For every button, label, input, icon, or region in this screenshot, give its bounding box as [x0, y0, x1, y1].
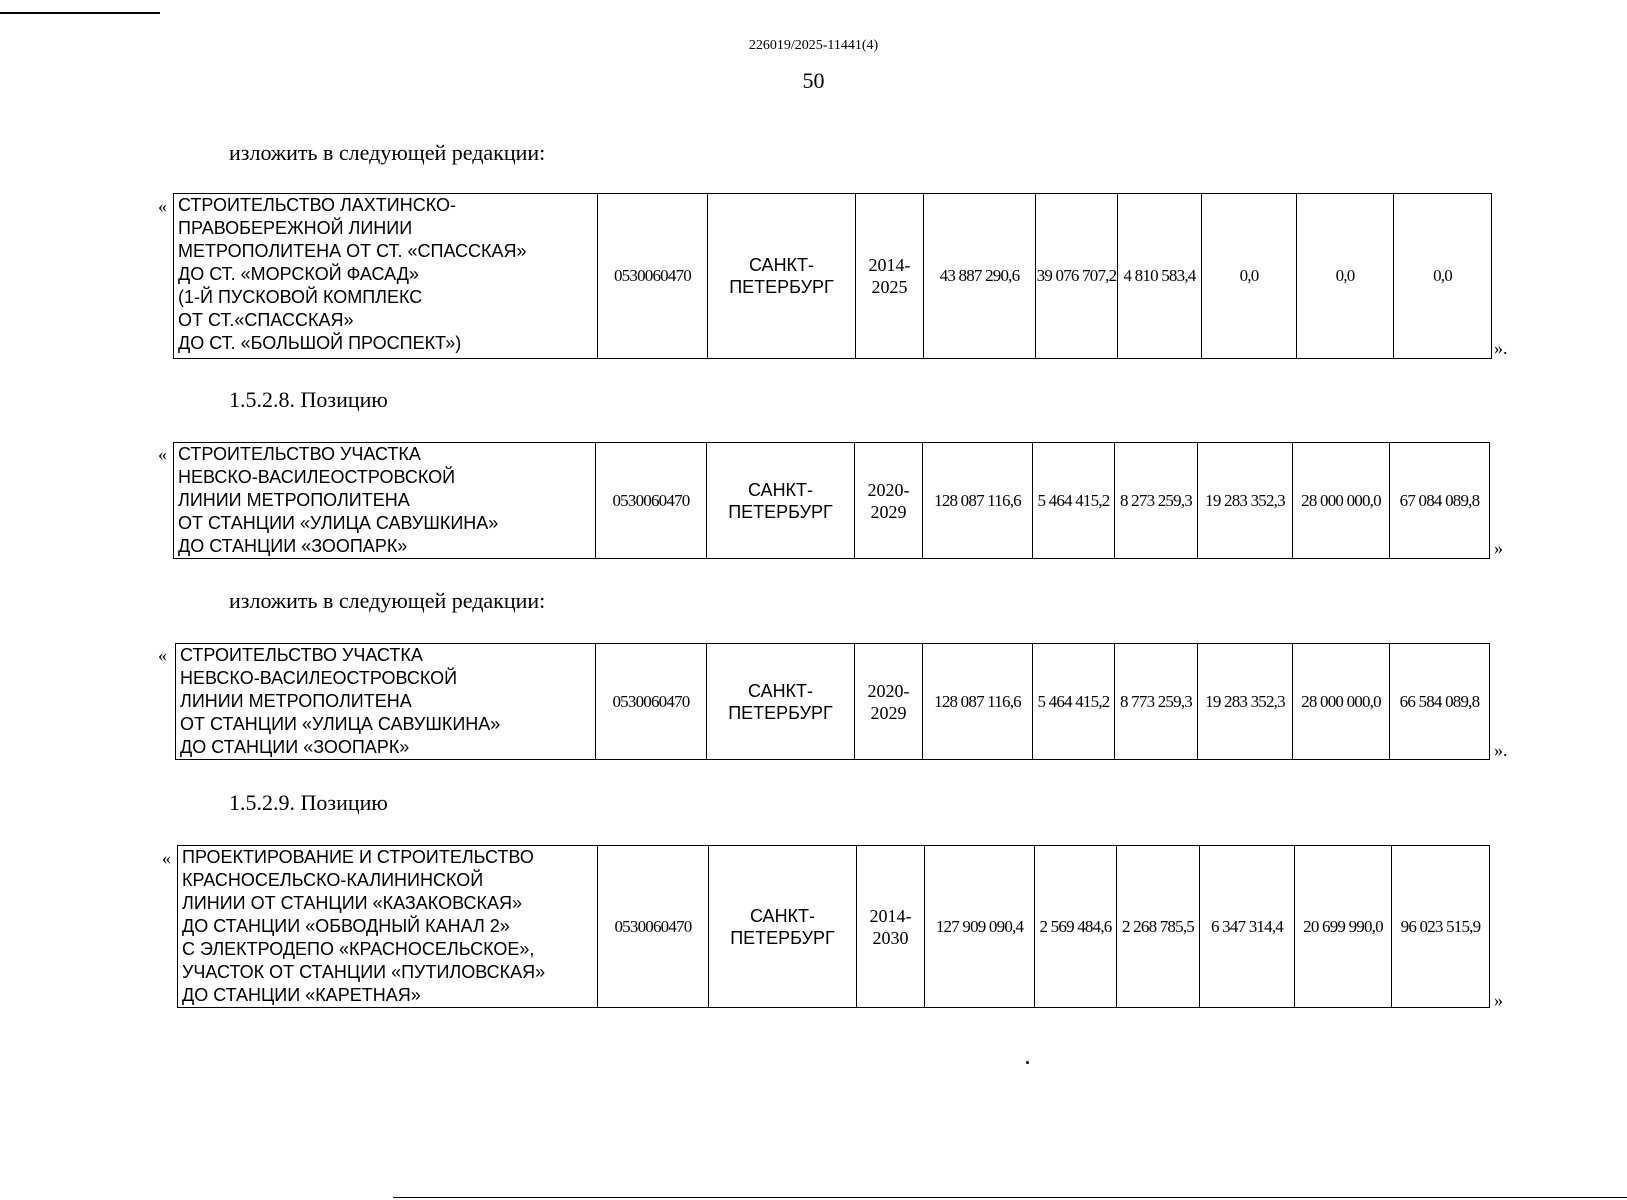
position-table-4: [177, 845, 1490, 1008]
value-cell: 2 569 484,6: [1035, 846, 1117, 1008]
object-name-line: ЛИНИИ МЕТРОПОЛИТЕНА: [180, 691, 412, 711]
paragraph-position-1-5-2-8: 1.5.2.8. Позицию: [229, 387, 388, 412]
region-line: САНКТ-: [747, 479, 814, 500]
value-cell: 0,0: [1202, 194, 1297, 359]
value-cell: 96 023 515,9: [1392, 846, 1490, 1008]
object-name-line: МЕТРОПОЛИТЕНА ОТ СТ. «СПАССКАЯ»: [178, 241, 527, 261]
document-number: 226019/2025-11441(4): [748, 38, 879, 53]
region-cell: [709, 846, 857, 1008]
period-line: 2020-: [867, 479, 910, 500]
object-name-line: (1-Й ПУСКОВОЙ КОМПЛЕКС: [178, 287, 423, 307]
object-name-cell: [178, 846, 598, 1008]
total-value-cell: 128 087 116,6: [923, 443, 1033, 559]
period-cell: [857, 846, 925, 1008]
region-line: ПЕТЕРБУРГ: [728, 501, 833, 522]
period-line: 2025: [871, 277, 908, 297]
value-cell: 5 464 415,2: [1033, 443, 1115, 559]
opening-quote: «: [158, 196, 167, 216]
scan-speck: [1026, 1061, 1029, 1064]
value-cell: 28 000 000,0: [1293, 644, 1390, 760]
total-value-cell: 128 087 116,6: [923, 644, 1033, 760]
object-name-line: ЛИНИИ ОТ СТАНЦИИ «КАЗАКОВСКАЯ»: [182, 893, 522, 913]
value-cell: 19 283 352,3: [1198, 644, 1293, 760]
budget-code-cell: 0530060470: [596, 644, 707, 760]
value-cell: 66 584 089,8: [1390, 644, 1490, 760]
opening-quote: «: [158, 645, 167, 665]
position-table-1: [173, 193, 1492, 359]
object-name-line: КРАСНОСЕЛЬСКО-КАЛИНИНСКОЙ: [182, 870, 484, 890]
object-name-line: НЕВСКО-ВАСИЛЕОСТРОВСКОЙ: [178, 467, 456, 487]
object-name-line: ЛИНИИ МЕТРОПОЛИТЕНА: [178, 490, 410, 510]
period-line: 2029: [870, 501, 907, 522]
region-cell: [707, 644, 855, 760]
object-name-line: ДО СТАНЦИИ «КАРЕТНАЯ»: [182, 985, 421, 1005]
region-line: ПЕТЕРБУРГ: [728, 702, 833, 723]
object-name-line: ДО СТАНЦИИ «ОБВОДНЫЙ КАНАЛ 2»: [182, 916, 510, 936]
period-cell: [855, 443, 923, 559]
object-name-line: УЧАСТОК ОТ СТАНЦИИ «ПУТИЛОВСКАЯ»: [182, 962, 546, 982]
object-name-cell: [176, 644, 596, 760]
region-cell: [708, 194, 856, 359]
paragraph-position-1-5-2-9: 1.5.2.9. Позицию: [229, 790, 388, 815]
object-name-cell: [174, 194, 598, 359]
value-cell: 8 773 259,3: [1115, 644, 1198, 760]
paragraph-new-edition-1: изложить в следующей редакции:: [229, 140, 546, 165]
object-name-line: СТРОИТЕЛЬСТВО ЛАХТИНСКО-: [178, 195, 457, 215]
period-cell: [855, 644, 923, 760]
closing-quote: »: [1494, 538, 1503, 558]
value-cell: 19 283 352,3: [1198, 443, 1293, 559]
value-cell: 28 000 000,0: [1293, 443, 1390, 559]
object-name-line: ПРОЕКТИРОВАНИЕ И СТРОИТЕЛЬСТВО: [182, 847, 534, 867]
region-cell: [707, 443, 855, 559]
object-name-line: ДО СТ. «БОЛЬШОЙ ПРОСПЕКТ»): [178, 333, 462, 353]
object-name-line: ДО СТ. «МОРСКОЙ ФАСАД»: [178, 264, 419, 284]
region-line: САНКТ-: [747, 680, 814, 701]
region-line: ПЕТЕРБУРГ: [730, 927, 835, 948]
object-name-line: ДО СТАНЦИИ «ЗООПАРК»: [178, 536, 408, 556]
value-cell: 67 084 089,8: [1390, 443, 1490, 559]
page-number: 50: [802, 68, 825, 93]
object-name-line: ОТ СТАНЦИИ «УЛИЦА САВУШКИНА»: [178, 513, 499, 533]
paragraph-new-edition-2: изложить в следующей редакции:: [229, 588, 546, 613]
value-cell: 0,0: [1394, 194, 1492, 359]
object-name-line: СТРОИТЕЛЬСТВО УЧАСТКА: [178, 444, 421, 464]
period-line: 2030: [872, 927, 909, 948]
budget-code-cell: 0530060470: [598, 846, 709, 1008]
period-cell: [856, 194, 924, 359]
value-cell: 8 273 259,3: [1115, 443, 1198, 559]
budget-code-cell: 0530060470: [596, 443, 707, 559]
object-name-line: ОТ СТ.«СПАССКАЯ»: [178, 310, 354, 330]
position-table-3: [175, 643, 1490, 760]
period-line: 2020-: [867, 680, 910, 701]
value-cell: 4 810 583,4: [1118, 194, 1202, 359]
position-table-2: [173, 442, 1490, 559]
opening-quote: «: [162, 848, 171, 868]
object-name-line: ПРАВОБЕРЕЖНОЙ ЛИНИИ: [178, 218, 413, 238]
value-cell: 5 464 415,2: [1033, 644, 1115, 760]
scan-footer-line: [393, 1197, 1627, 1198]
budget-code-cell: 0530060470: [598, 194, 708, 359]
region-line: САНКТ-: [748, 255, 815, 275]
value-cell: 39 076 707,2: [1036, 194, 1118, 359]
object-name-line: ДО СТАНЦИИ «ЗООПАРК»: [180, 737, 410, 757]
closing-quote: »: [1494, 990, 1503, 1010]
object-name-cell: [174, 443, 596, 559]
total-value-cell: 127 909 090,4: [925, 846, 1035, 1008]
period-line: 2014-: [869, 905, 912, 926]
total-value-cell: 43 887 290,6: [924, 194, 1036, 359]
opening-quote: «: [158, 444, 167, 464]
value-cell: 6 347 314,4: [1200, 846, 1295, 1008]
value-cell: 2 268 785,5: [1117, 846, 1200, 1008]
object-name-line: НЕВСКО-ВАСИЛЕОСТРОВСКОЙ: [180, 668, 458, 688]
scan-corner-line: [0, 12, 160, 14]
object-name-line: СТРОИТЕЛЬСТВО УЧАСТКА: [180, 645, 423, 665]
object-name-line: ОТ СТАНЦИИ «УЛИЦА САВУШКИНА»: [180, 714, 501, 734]
value-cell: 0,0: [1297, 194, 1394, 359]
object-name-line: С ЭЛЕКТРОДЕПО «КРАСНОСЕЛЬСКОЕ»,: [182, 939, 535, 959]
period-line: 2014-: [868, 255, 911, 275]
closing-quote: ».: [1494, 338, 1508, 358]
value-cell: 20 699 990,0: [1295, 846, 1392, 1008]
period-line: 2029: [870, 702, 907, 723]
closing-quote: ».: [1494, 740, 1508, 760]
region-line: САНКТ-: [749, 905, 816, 926]
region-line: ПЕТЕРБУРГ: [729, 277, 834, 297]
